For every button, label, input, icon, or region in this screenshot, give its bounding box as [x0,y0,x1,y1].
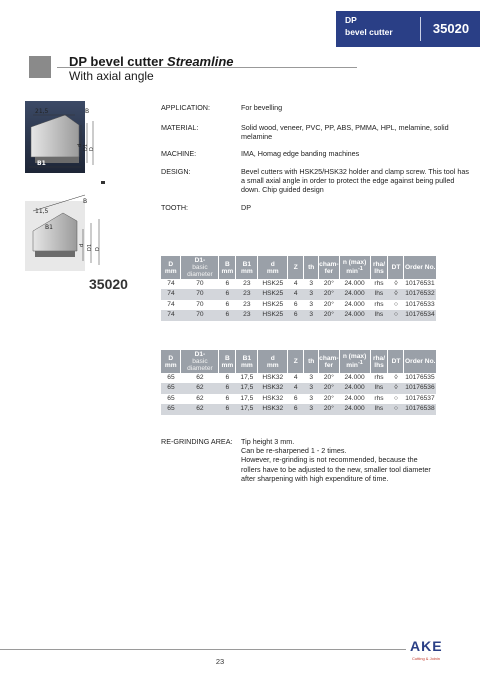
table-cell: 24.000 [339,289,370,299]
spec-table-hsk32 [161,350,436,415]
col-order: Order No. [404,256,436,279]
header-divider [420,17,421,41]
col-chamfer: cham- fer [319,350,339,373]
table-header [161,256,436,279]
col-th: th [304,350,319,373]
page-subtitle: With axial angle [69,69,154,83]
col-b1: B1 mm [236,256,258,279]
table-cell: 10176535 [405,374,435,381]
header-category: DP [345,15,357,25]
table-cell: ◊ [388,383,404,393]
table-cell: 20° [319,404,339,414]
footer-rule [0,649,406,650]
table-cell: 6 [225,300,230,308]
dim-label-e: D1 [83,143,89,151]
spec-table-hsk25 [161,256,436,321]
table-cell: 24.000 [344,300,365,308]
table-header [161,350,436,373]
dim-label-d: d [77,143,83,147]
col-rpm: n (max) $\min^{-1}$ [339,350,370,373]
col-chamfer: cham- fer [319,256,339,279]
table-cell: 24.000 [339,310,370,320]
table-cell: 74 [167,300,175,308]
dim-label-a: 21,5 [35,108,49,115]
table-cell: 3 [304,383,319,393]
table-cell: 6 [219,383,236,393]
col-rotation: rha/ lhs [370,350,388,373]
table-cell: 20° [323,300,334,308]
col-rotation: rha/ lhs [370,256,388,279]
table-cell: 62 [196,374,204,381]
table-cell: 24.000 [344,374,365,381]
table-cell: 4 [288,383,304,393]
ake-logo: AKE [410,638,443,654]
table-cell: lhs [370,383,388,393]
table-cell: 3 [304,289,319,299]
table-cell: 65 [167,374,175,381]
regrinding-text: Tip height 3 mm. Can be re-sharpened 1 - 2 times. However, re-grinding is not recommended, because the rollers have to be adjusted to the new, smaller tool diameter after sharpening with high expenditure of time. [241,437,431,483]
info-value-material: Solid wood, veneer, PVC, PP, ABS, PMMA, HPL, melamine, solid melamine [241,123,449,142]
table-cell: ○ [393,300,398,308]
table-cell: 23 [243,280,251,287]
table-row [161,373,436,383]
table-cell: 20° [319,289,339,299]
info-value-design: Bevel cutters with HSK25/HSK32 holder and clamp screw. This tool has a small axial angle in order to protect the edge against being pulled down. Chip guided design [241,167,469,195]
table-cell: 10176534 [404,310,436,320]
table-cell: 17,5 [236,404,258,414]
dim-label-i: B1 [45,224,53,231]
dim-label-g: 11,5 [35,208,49,215]
table-row [161,289,436,299]
table-cell: ◊ [394,374,398,381]
table-cell: 4 [288,289,304,299]
table-cell: 70 [196,300,204,308]
info-label-material: MATERIAL: [161,123,199,132]
table-row [161,279,436,289]
title-marker [29,56,51,78]
col-z: Z [288,256,304,279]
table-cell: 6 [225,374,230,381]
table-cell: 3 [309,280,314,287]
table-cell: 6 [288,310,304,320]
title-italic: Streamline [167,54,234,69]
table-cell: lhs [370,289,388,299]
table-cell: 3 [304,310,319,320]
table-cell: 3 [309,374,314,381]
table-cell: 10176537 [405,394,435,402]
table-cell: lhs [370,310,388,320]
col-bore: d mm [258,350,288,373]
col-z: Z [288,350,304,373]
table-cell: 65 [167,394,175,402]
table-cell: 23 [243,300,251,308]
page-title: DP bevel cutter Streamline [69,54,234,69]
table-cell: rhs [374,300,384,308]
table-cell: 65 [161,404,181,414]
col-th: th [304,256,319,279]
info-value-application: For bevelling [241,103,283,112]
table-cell: 20° [323,394,334,402]
dim-label-j: d [79,243,85,247]
header-product-type: bevel cutter [345,27,393,37]
table-cell: HSK25 [262,300,284,308]
product-code: 35020 [89,276,128,292]
table-cell: 10176531 [405,280,435,287]
col-bore: d mm [258,256,288,279]
table-cell: 23 [236,289,258,299]
table-cell: ◊ [394,280,398,287]
table-cell: HSK25 [262,280,284,287]
col-d1: D1- basic diameter [181,256,219,279]
col-b: B mm [219,256,236,279]
header-code: 35020 [432,21,470,36]
col-order: Order No. [404,350,436,373]
table-cell: 10176538 [404,404,436,414]
table-cell: 24.000 [344,394,365,402]
table-cell: ○ [388,404,404,414]
table-cell: 62 [181,404,219,414]
table-row [161,404,436,414]
table-cell: 70 [196,280,204,287]
table-cell: 6 [219,289,236,299]
info-label-design: DESIGN: [161,167,191,176]
table-cell: 74 [161,289,181,299]
table-cell: 3 [309,394,314,402]
table-cell: 24.000 [339,383,370,393]
table-cell: HSK32 [262,374,284,381]
col-d: D mm [161,350,181,373]
table-cell: HSK32 [258,383,288,393]
table-cell: ○ [393,394,398,402]
info-value-machine: IMA, Homag edge banding machines [241,149,360,158]
table-cell: 20° [319,310,339,320]
col-dt: DT [388,256,404,279]
table-cell: HSK25 [258,310,288,320]
table-cell: 24.000 [339,404,370,414]
table-cell: 6 [219,404,236,414]
table-cell: 62 [196,394,204,402]
col-b: B mm [219,350,236,373]
table-cell: 70 [181,289,219,299]
table-cell: 10176533 [405,300,435,308]
table-cell: ◊ [388,289,404,299]
table-row [161,394,436,404]
table-cell: 6 [219,310,236,320]
col-dt: DT [388,350,404,373]
table-cell: 10176536 [404,383,436,393]
table-cell: 3 [309,300,314,308]
logo-tagline: Cutting & Joinin [412,656,441,661]
table-cell: 10176532 [404,289,436,299]
dim-label-h: B [83,198,88,205]
dim-label-f: D [89,147,95,151]
table-cell: 17,5 [236,383,258,393]
table-row [161,383,436,393]
table-cell: 17,5 [240,394,254,402]
table-cell: 4 [293,280,298,287]
dim-label-l: D [95,247,101,251]
col-b1: B1 mm [236,350,258,373]
table-cell: 6 [225,394,230,402]
table-cell: ○ [388,310,404,320]
table-cell: 6 [293,300,298,308]
table-cell: 17,5 [240,374,254,381]
table-cell: rhs [374,280,384,287]
info-label-application: APPLICATION: [161,103,210,112]
table-cell: HSK32 [258,404,288,414]
table-cell: 65 [161,383,181,393]
info-value-tooth: DP [241,203,251,212]
info-label-tooth: TOOTH: [161,203,189,212]
table-cell: rhs [374,394,384,402]
table-cell: 74 [167,280,175,287]
table-cell: 4 [293,374,298,381]
dim-label-c: B1 [37,160,46,167]
table-cell: 3 [304,404,319,414]
table-cell: HSK32 [262,394,284,402]
dim-label-k: D1 [87,243,93,251]
table-cell: 20° [323,280,334,287]
table-cell: 20° [319,383,339,393]
table-cell: lhs [370,404,388,414]
col-rpm: n (max) $\min^{-1}$ [339,256,370,279]
table-row [161,310,436,320]
table-cell: 62 [181,383,219,393]
table-cell: 6 [225,280,230,287]
table-cell: 20° [323,374,334,381]
page-number: 23 [215,657,225,666]
table-cell: 6 [293,394,298,402]
regrinding-label: RE-GRINDING AREA: [161,437,233,446]
dim-label-b: B [85,108,90,115]
table-cell: 24.000 [344,280,365,287]
col-d: D mm [161,256,181,279]
info-label-machine: MACHINE: [161,149,197,158]
table-cell: rhs [374,374,384,381]
table-row [161,300,436,310]
table-cell: HSK25 [258,289,288,299]
table-cell: 70 [181,310,219,320]
technical-drawing [25,101,145,271]
table-cell: 23 [236,310,258,320]
col-d1: D1- basic diameter [181,350,219,373]
table-cell: 6 [288,404,304,414]
table-cell: 74 [161,310,181,320]
